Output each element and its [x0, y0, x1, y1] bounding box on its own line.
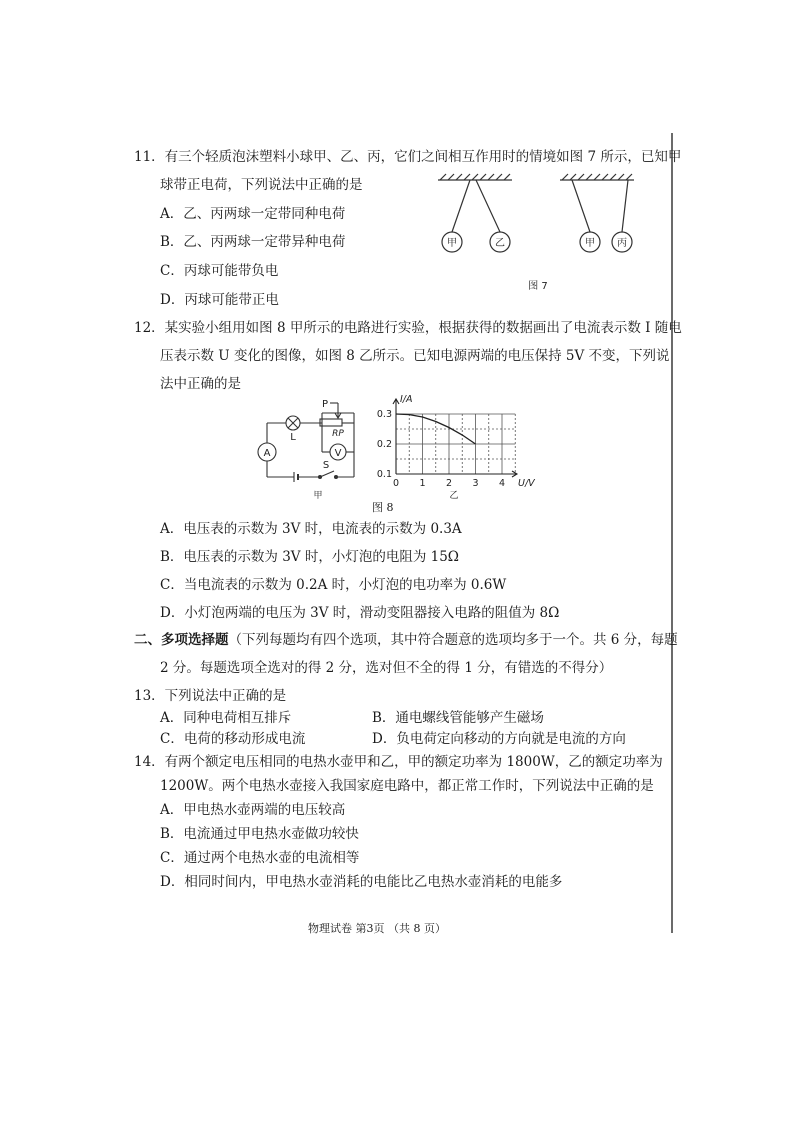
q13-option-d: D．负电荷定向移动的方向就是电流的方向	[372, 731, 626, 747]
fig7-ball-left-1: 甲	[447, 238, 457, 249]
page-footer: 物理试卷 第3页 （共 8 页）	[308, 922, 446, 935]
q11-option-b: B．乙、丙两球一定带异种电荷	[160, 234, 346, 250]
q12-option-b: B．电压表的示数为 3V 时，小灯泡的电阻为 15Ω	[160, 549, 460, 565]
q14-stem-line2: 1200W。两个电热水壶接入我国家庭电路中，都正常工作时，下列说法中正确的是	[160, 778, 654, 794]
voltmeter-label: V	[334, 448, 342, 459]
q13-option-a: A．同种电荷相互排斥	[160, 710, 292, 726]
q12-option-d: D．小灯泡两端的电压为 3V 时，滑动变阻器接入电路的阻值为 8Ω	[160, 605, 560, 621]
graph-y-tick: 0.3	[376, 409, 392, 420]
q14-option-c: C．通过两个电热水壶的电流相等	[160, 850, 360, 866]
fig7-ball-right-1: 甲	[585, 238, 595, 249]
rheostat-label: RP	[332, 429, 344, 439]
graph-x-tick: 0	[392, 478, 400, 489]
graph-x-tick: 4	[498, 478, 506, 489]
graph-x-tick: 1	[419, 478, 426, 489]
circuit-sublabel: 甲	[313, 491, 323, 501]
graph-xlabel: U/V	[518, 478, 535, 489]
fig8-caption: 图 8	[372, 501, 394, 514]
fig7-ball-right-2: 丙	[617, 238, 627, 249]
q12-option-c: C．当电流表的示数为 0.2A 时，小灯泡的电功率为 0.6W	[160, 577, 507, 593]
graph-ylabel: I/A	[400, 394, 413, 405]
figure-8-circuit	[252, 395, 372, 505]
q12-stem-line3: 法中正确的是	[160, 376, 241, 392]
graph-sublabel: 乙	[449, 491, 459, 501]
q13-option-b: B．通电螺线管能够产生磁场	[372, 710, 544, 726]
q11-stem-line1: 11．有三个轻质泡沫塑料小球甲、乙、丙，它们之间相互作用时的情境如图 7 所示，已知甲	[134, 149, 682, 165]
q14-option-d: D．相同时间内，甲电热水壶消耗的电能比乙电热水壶消耗的电能多	[160, 874, 563, 890]
q14-option-b: B．电流通过甲电热水壶做功较快	[160, 826, 359, 842]
page-edge-shadow	[671, 133, 673, 933]
section2-note-1: （下列每题均有四个选项，其中符合题意的选项均多于一个。共 6 分，每题	[228, 632, 678, 648]
graph-y-tick: 0.2	[376, 439, 392, 450]
q12-option-a: A．电压表的示数为 3V 时，电流表的示数为 0.3A	[160, 521, 462, 537]
q14-stem-line1: 14．有两个额定电压相同的电热水壶甲和乙，甲的额定功率为 1800W，乙的额定功率为	[134, 754, 663, 770]
figure-7-pendulums	[430, 172, 650, 297]
slider-label: P	[321, 399, 329, 410]
lamp-label: L	[290, 432, 296, 443]
q11-stem-line2: 球带正电荷，下列说法中正确的是	[160, 177, 363, 193]
q13-stem: 13．下列说法中正确的是	[134, 688, 287, 704]
graph-x-tick: 2	[445, 478, 453, 489]
q11-option-a: A．乙、丙两球一定带同种电荷	[160, 206, 346, 222]
q12-stem-line2: 压表示数 U 变化的图像，如图 8 乙所示。已知电源两端的电压保持 5V 不变，下列说	[160, 348, 670, 364]
q12-stem-line1: 12．某实验小组用如图 8 甲所示的电路进行实验，根据获得的数据画出了电流表示数 I 随电	[134, 320, 682, 336]
fig7-ball-left-2: 乙	[495, 238, 505, 249]
ammeter-label: A	[263, 448, 271, 459]
q11-option-d: D．丙球可能带正电	[160, 292, 279, 308]
graph-y-tick: 0.1	[376, 469, 392, 480]
q14-option-a: A．甲电热水壶两端的电压较高	[160, 802, 346, 818]
section2-header	[134, 631, 678, 649]
q11-option-c: C．丙球可能带负电	[160, 263, 279, 279]
section2-note-2: 2 分。每题选项全选对的得 2 分，选对但不全的得 1 分，有错选的不得分）	[160, 660, 613, 676]
section2-heading: 二、多项选择题	[134, 632, 229, 648]
switch-label: S	[322, 460, 330, 471]
fig7-caption: 图 7	[528, 281, 548, 292]
q13-option-c: C．电荷的移动形成电流	[160, 731, 306, 747]
graph-x-tick: 3	[472, 478, 479, 489]
figure-8-graph	[366, 390, 546, 506]
